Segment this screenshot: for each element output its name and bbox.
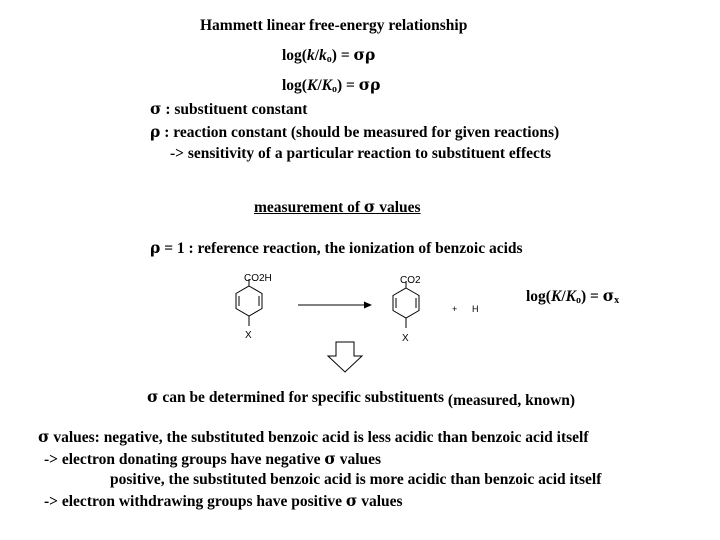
equation-sigma-x bbox=[526, 287, 619, 306]
values-line-1-text: values: negative, the substituted benzoic acid is less acidic than benzoic acid itself bbox=[49, 429, 589, 446]
down-arrow-icon bbox=[328, 342, 362, 372]
values-line-2 bbox=[44, 450, 381, 469]
eq3-Ko: K bbox=[565, 288, 576, 305]
plus-sign: + bbox=[452, 304, 458, 314]
reactant-x-label: X bbox=[245, 330, 252, 341]
eq1-ko: k bbox=[319, 47, 327, 64]
eq1-k: k bbox=[306, 47, 315, 64]
proton-label: H bbox=[472, 304, 479, 314]
reference-text: = 1 : reference reaction, the ionization of benzoic acids bbox=[160, 240, 523, 257]
eq3-log: log( bbox=[526, 288, 551, 305]
eq2-K: K bbox=[306, 77, 318, 94]
determined-sigma: σ bbox=[147, 387, 159, 406]
values-line-4 bbox=[44, 492, 403, 511]
eq3-sub: o bbox=[575, 295, 581, 306]
eq2-Ko: K bbox=[321, 77, 332, 94]
values-line-1 bbox=[38, 428, 588, 447]
eq2-sub: o bbox=[331, 84, 337, 95]
eq3-K: K bbox=[550, 288, 562, 305]
eq3-sigma-symbol: σ bbox=[602, 286, 615, 305]
sigma-symbol: σ bbox=[150, 99, 162, 118]
values-line-2-post: values bbox=[335, 451, 382, 468]
reference-rho: ρ bbox=[150, 238, 161, 257]
product-x-label: X bbox=[402, 333, 409, 344]
values-sigma-3: σ bbox=[345, 491, 358, 510]
eq3-x-subscript: x bbox=[614, 295, 620, 306]
product-top-label: CO2 bbox=[400, 275, 421, 286]
sigma-definition-text: : substituent constant bbox=[161, 101, 308, 118]
values-sigma-1: σ bbox=[38, 427, 50, 446]
determined-paren: (measured, known) bbox=[447, 392, 576, 409]
measurement-pre: measurement of bbox=[254, 199, 364, 216]
eq2-log: log( bbox=[282, 77, 307, 94]
eq1-sigma-symbol: σ bbox=[353, 45, 365, 64]
values-sigma-2: σ bbox=[324, 449, 336, 468]
rho-note: -> sensitivity of a particular reaction to substituent effects bbox=[170, 145, 552, 162]
eq2-slash: / bbox=[317, 77, 322, 94]
eq2-rho-symbol: ρ bbox=[370, 75, 381, 94]
values-line-2-pre: -> electron donating groups have negative bbox=[44, 451, 325, 468]
eq1-slash: / bbox=[314, 47, 320, 64]
benzoic-acid-structure bbox=[236, 279, 262, 326]
eq3-equals: ) = bbox=[580, 288, 603, 305]
eq1-log: log( bbox=[282, 47, 307, 64]
page-title: Hammett linear free-energy relationship bbox=[200, 17, 468, 34]
eq2-equals: ) = bbox=[336, 77, 359, 94]
eq1-rho-symbol: ρ bbox=[364, 45, 376, 64]
values-line-4-post: values bbox=[357, 493, 403, 510]
reactant-top-label: CO2H bbox=[244, 273, 272, 284]
values-line-4-pre: -> electron withdrawing groups have positive bbox=[44, 493, 346, 510]
determined-text: can be determined for specific substituents bbox=[158, 389, 448, 406]
reaction-arrowhead bbox=[364, 302, 372, 309]
rho-definition-text: : reaction constant (should be measured for given reactions) bbox=[160, 124, 560, 141]
eq3-slash: / bbox=[561, 288, 566, 305]
eq1-sub: o bbox=[326, 54, 332, 65]
benzoate-structure bbox=[393, 281, 419, 328]
sigma-determined-line bbox=[147, 388, 575, 407]
values-line-3: positive, the substituted benzoic acid is more acidic than benzoic acid itself bbox=[110, 471, 602, 488]
measurement-post: values bbox=[375, 199, 421, 216]
eq1-equals: ) = bbox=[331, 47, 354, 64]
measurement-sigma: σ bbox=[363, 197, 376, 216]
rho-symbol: ρ bbox=[150, 122, 161, 141]
eq2-sigma-symbol: σ bbox=[358, 75, 371, 94]
